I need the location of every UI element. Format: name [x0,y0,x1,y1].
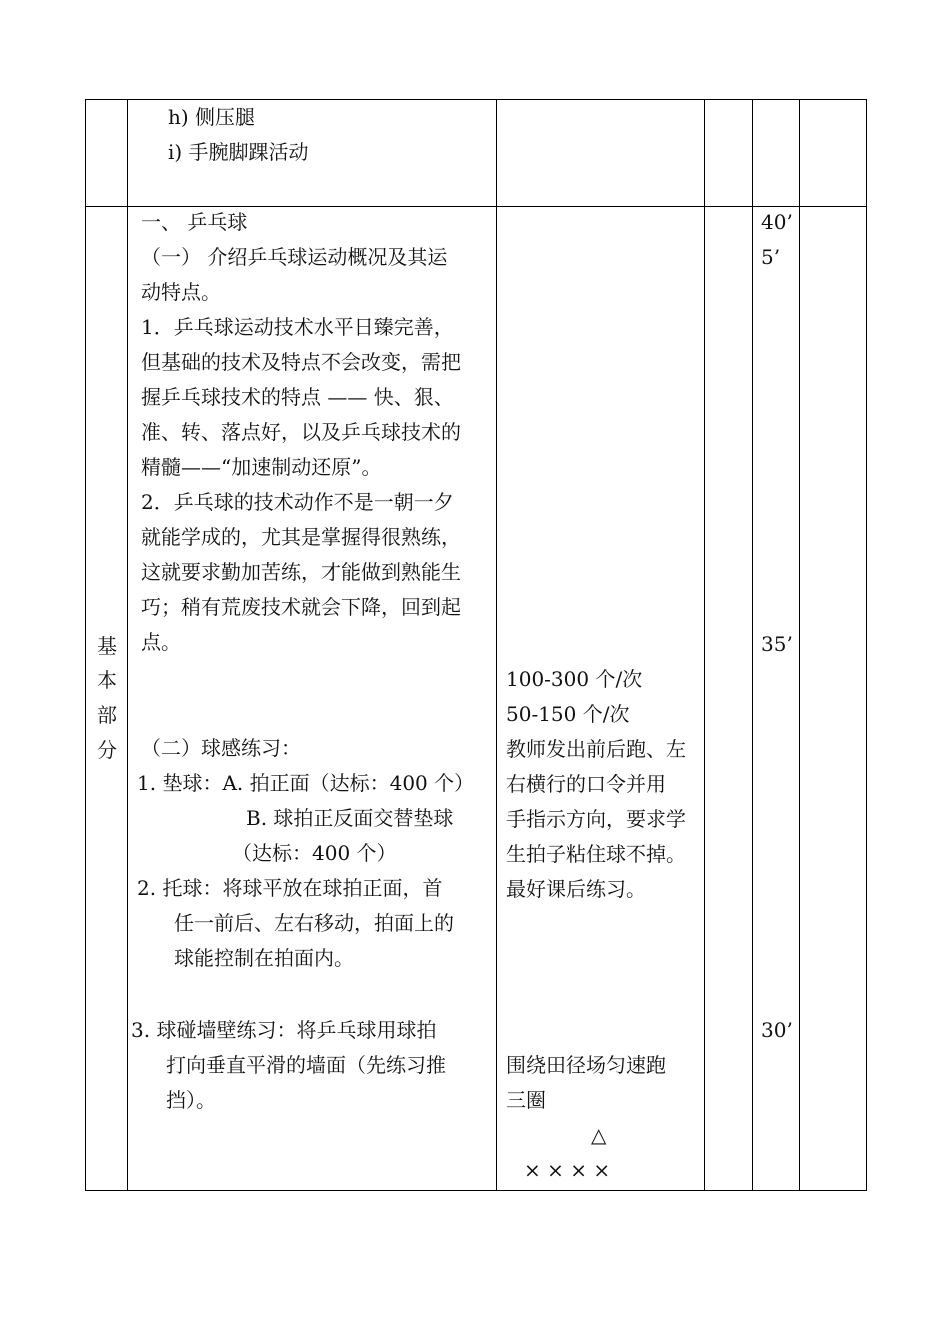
col-border-count [752,99,753,1191]
content-line: （一） 介绍乒乓球运动概况及其运 [141,245,448,269]
content-line: 但基础的技术及特点不会改变，需把 [141,350,461,374]
col-border-content [496,99,497,1191]
content-line: 动特点。 [141,280,221,304]
time-value: 5’ [761,245,781,269]
col-border-time [799,99,800,1191]
time-value: 40’ [761,210,793,234]
org-line: 最好课后练习。 [506,877,646,901]
content-line: 球能控制在拍面内。 [174,946,354,970]
org-line: 手指示方向，要求学 [506,807,686,831]
subheading-ball-feel: （二）球感练习： [141,736,301,760]
warmup-item-h: h) 侧压腿 [168,105,256,129]
time-value: 30’ [761,1018,793,1042]
section-label-char: 部 [97,703,117,727]
content-line: 打向垂直平滑的墙面（先练习推 [166,1053,446,1077]
content-line: 巧；稍有荒废技术就会下降，回到起 [141,595,461,619]
content-line: 1．乒乓球运动技术水平日臻完善， [141,315,454,339]
content-line: 2. 托球：将球平放在球拍正面，首 [137,876,443,900]
content-line: 准、转、落点好，以及乒乓球技术的 [141,420,461,444]
col-border-left [85,99,86,1191]
org-line: 生拍子粘住球不掉。 [506,842,686,866]
table-bottom-border [85,1190,867,1191]
content-line: 就能学成的，尤其是掌握得很熟练， [141,525,461,549]
col-border-section [127,99,128,1191]
heading-pingpong: 一、 乒乓球 [141,210,248,234]
teacher-triangle-marker: △ [591,1123,607,1147]
content-line: 握乒乓球技术的特点 —— 快、狠、 [141,385,454,409]
content-line: 点。 [141,630,181,654]
section-label-char: 本 [97,668,117,692]
content-line: 2．乒乓球的技术动作不是一朝一夕 [141,490,454,514]
col-border-organization [704,99,705,1191]
time-value: 35’ [761,632,793,656]
content-line: 挡）。 [166,1088,216,1112]
content-line: 任一前后、左右移动，拍面上的 [174,911,454,935]
org-line: 右横行的口令并用 [506,772,666,796]
content-line: （达标：400 个） [232,841,397,865]
org-line: 围绕田径场匀速跑 [506,1053,666,1077]
content-line: 3. 球碰墙壁练习：将乒乓球用球拍 [131,1018,437,1042]
section-label-char: 分 [97,738,117,762]
content-line: B. 球拍正反面交替垫球 [246,806,454,830]
students-cross-markers: × × × × [524,1158,611,1182]
org-line: 100-300 个/次 [506,667,643,691]
section-label-char: 基 [97,634,117,658]
org-line: 50-150 个/次 [506,702,630,726]
col-border-right [866,99,867,1191]
content-line: 1. 垫球：A. 拍正面（达标：400 个） [137,771,475,795]
org-line: 教师发出前后跑、左 [506,737,686,761]
content-line: 这就要求勤加苦练，才能做到熟能生 [141,560,461,584]
org-line: 三圈 [506,1088,546,1112]
warmup-item-i: i) 手腕脚踝活动 [168,140,309,164]
content-line: 精髓——“加速制动还原”。 [141,455,382,479]
